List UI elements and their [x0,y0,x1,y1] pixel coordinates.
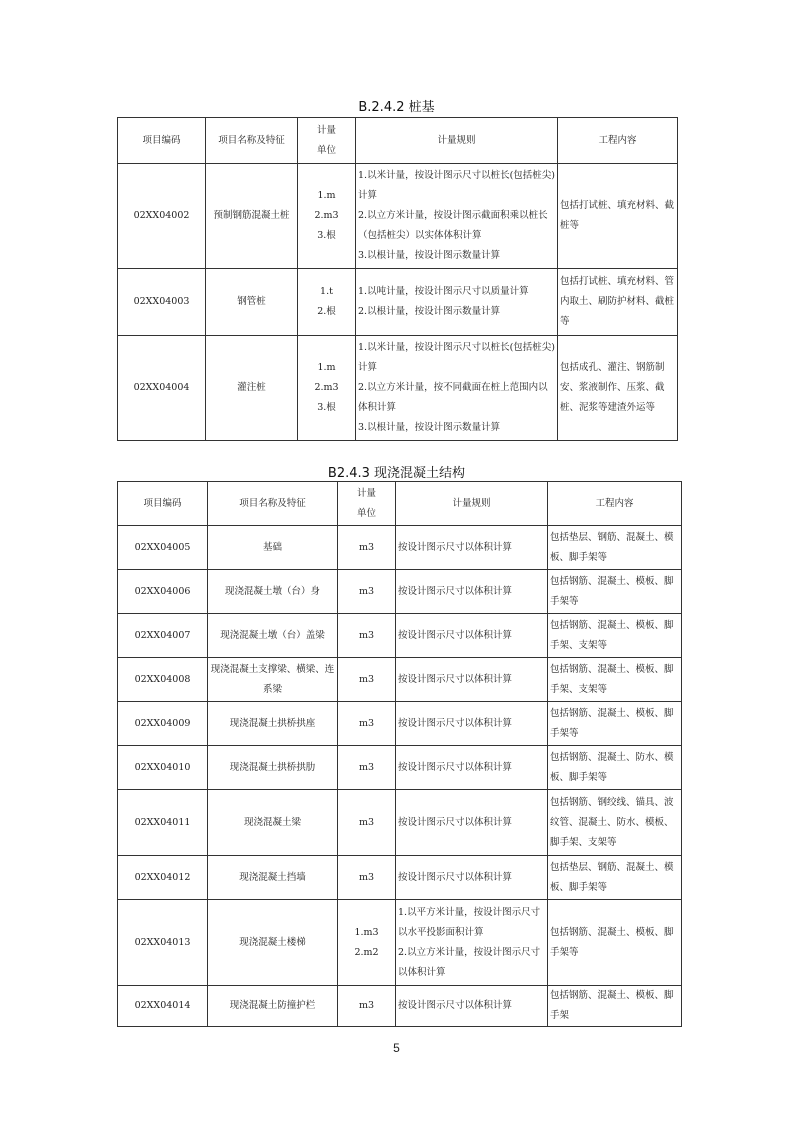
row-unit: m3 [338,702,396,746]
table-row [118,986,682,1027]
row-unit: m3 [338,570,396,614]
table-row [118,269,678,336]
table-row [118,658,682,702]
header-rule: 计量规则 [396,482,548,526]
row-content: 包括钢筋、钢绞线、锚具、波纹管、混凝土、防水、模板、脚手架、支架等 [548,790,682,856]
header-unit: 计量 单位 [338,482,396,526]
row-name: 灌注桩 [206,336,298,441]
row-name: 现浇混凝土梁 [208,790,338,856]
row-rule: 按设计图示尺寸以体积计算 [396,746,548,790]
row-rule: 按设计图示尺寸以体积计算 [396,856,548,900]
row-unit: 1.m3 2.m2 [338,900,396,986]
row-rule: 1.以米计量，按设计图示尺寸以桩长(包括桩尖)计算 2.以立方米计量，按不同截面在桩上范围内以体积计算 3.以根计量，按设计图示数量计算 [356,336,558,441]
row-unit: 1.t 2.根 [298,269,356,336]
row-name: 现浇混凝土挡墙 [208,856,338,900]
header-name: 项目名称及特征 [206,118,298,164]
row-rule: 按设计图示尺寸以体积计算 [396,986,548,1027]
table-row [118,526,682,570]
row-code: 02XX04006 [118,570,208,614]
table-row [118,164,678,269]
row-content: 包括打试桩、填充材料、管内取土、刷防护材料、截桩等 [558,269,678,336]
header-name: 项目名称及特征 [208,482,338,526]
row-content: 包括垫层、钢筋、混凝土、模板、脚手架等 [548,856,682,900]
row-unit: m3 [338,746,396,790]
table-header-row [118,482,682,526]
row-name: 基础 [208,526,338,570]
row-name: 现浇混凝土墩（台）盖梁 [208,614,338,658]
page-number: 5 [393,1041,400,1055]
row-code: 02XX04008 [118,658,208,702]
row-rule: 1.以米计量，按设计图示尺寸以桩长(包括桩尖)计算 2.以立方米计量，按设计图示截面积乘以桩长（包括桩尖）以实体体积计算 3.以根计量，按设计图示数量计算 [356,164,558,269]
row-content: 包括钢筋、混凝土、模板、脚手架等 [548,900,682,986]
row-content: 包括钢筋、混凝土、模板、脚手架、支架等 [548,658,682,702]
row-rule: 按设计图示尺寸以体积计算 [396,526,548,570]
row-name: 现浇混凝土拱桥拱肋 [208,746,338,790]
row-unit: 1.m 2.m3 3.根 [298,164,356,269]
row-code: 02XX04005 [118,526,208,570]
row-unit: m3 [338,856,396,900]
header-unit: 计量 单位 [298,118,356,164]
row-content: 包括成孔、灌注、钢筋制安、浆液制作、压浆、截桩、泥浆等建渣外运等 [558,336,678,441]
row-code: 02XX04014 [118,986,208,1027]
row-name: 预制钢筋混凝土桩 [206,164,298,269]
header-code: 项目编码 [118,118,206,164]
row-unit: m3 [338,986,396,1027]
row-rule: 1.以平方米计量，按设计图示尺寸以水平投影面积计算 2.以立方米计量，按设计图示尺寸以体积计算 [396,900,548,986]
cast-in-place-concrete-table [117,481,682,1027]
table-row [118,614,682,658]
row-name: 现浇混凝土楼梯 [208,900,338,986]
table-row [118,900,682,986]
row-content: 包括钢筋、混凝土、防水、模板、脚手架等 [548,746,682,790]
row-content: 包括钢筋、混凝土、模板、脚手架 [548,986,682,1027]
header-rule: 计量规则 [356,118,558,164]
table-row [118,856,682,900]
row-rule: 按设计图示尺寸以体积计算 [396,702,548,746]
header-code: 项目编码 [118,482,208,526]
table-row [118,570,682,614]
row-code: 02XX04010 [118,746,208,790]
section-title-pile-foundation: B.2.4.2 桩基 [358,100,435,115]
row-unit: m3 [338,614,396,658]
section-title-cast-in-place-concrete: B2.4.3 现浇混凝土结构 [327,466,466,481]
table-row [118,746,682,790]
pile-foundation-table [117,117,678,441]
table-row [118,702,682,746]
table-row [118,336,678,441]
row-content: 包括钢筋、混凝土、模板、脚手架等 [548,570,682,614]
row-code: 02XX04007 [118,614,208,658]
row-unit: m3 [338,658,396,702]
row-code: 02XX04012 [118,856,208,900]
row-name: 现浇混凝土墩（台）身 [208,570,338,614]
row-unit: 1.m 2.m3 3.根 [298,336,356,441]
row-name: 现浇混凝土拱桥拱座 [208,702,338,746]
row-rule: 按设计图示尺寸以体积计算 [396,790,548,856]
row-unit: m3 [338,790,396,856]
row-rule: 按设计图示尺寸以体积计算 [396,658,548,702]
header-content: 工程内容 [548,482,682,526]
table-header-row [118,118,678,164]
row-unit: m3 [338,526,396,570]
row-rule: 1.以吨计量，按设计图示尺寸以质量计算 2.以根计量，按设计图示数量计算 [356,269,558,336]
row-code: 02XX04009 [118,702,208,746]
row-name: 现浇混凝土防撞护栏 [208,986,338,1027]
row-content: 包括钢筋、混凝土、模板、脚手架、支架等 [548,614,682,658]
row-content: 包括打试桩、填充材料、截桩等 [558,164,678,269]
row-content: 包括垫层、钢筋、混凝土、模板、脚手架等 [548,526,682,570]
row-code: 02XX04002 [118,164,206,269]
row-content: 包括钢筋、混凝土、模板、脚手架等 [548,702,682,746]
row-rule: 按设计图示尺寸以体积计算 [396,614,548,658]
row-name: 现浇混凝土支撑梁、横梁、连系梁 [208,658,338,702]
row-rule: 按设计图示尺寸以体积计算 [396,570,548,614]
row-code: 02XX04004 [118,336,206,441]
row-code: 02XX04011 [118,790,208,856]
row-name: 钢管桩 [206,269,298,336]
row-code: 02XX04003 [118,269,206,336]
table-row [118,790,682,856]
header-content: 工程内容 [558,118,678,164]
row-code: 02XX04013 [118,900,208,986]
